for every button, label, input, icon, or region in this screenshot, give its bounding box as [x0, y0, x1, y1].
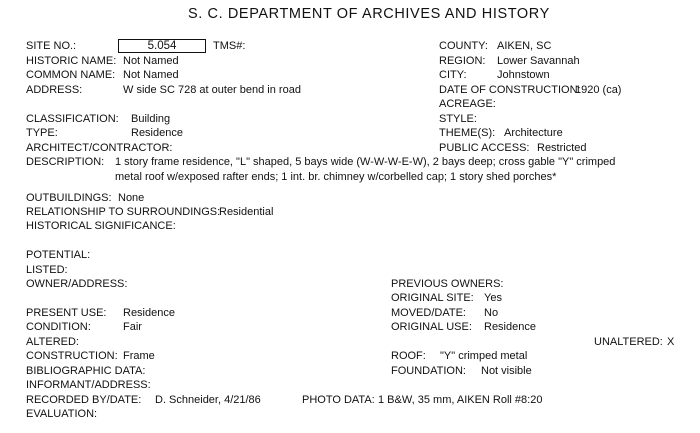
outbuildings-value: None: [118, 192, 145, 204]
recorded-label: RECORDED BY/DATE:: [26, 394, 142, 406]
photo-label: PHOTO DATA:: [302, 394, 375, 406]
altered-label: ALTERED:: [26, 336, 79, 348]
themes-value: Architecture: [504, 127, 563, 139]
potential-label: POTENTIAL:: [26, 249, 91, 261]
site-no-value: 5.054: [118, 39, 206, 53]
historic-name-value: Not Named: [123, 55, 179, 67]
date-construction-value: 1920 (ca): [575, 84, 622, 96]
relationship-label: RELATIONSHIP TO SURROUNDINGS:: [26, 206, 221, 218]
condition-value: Fair: [123, 321, 142, 333]
public-access-label: PUBLIC ACCESS:: [439, 142, 530, 154]
classification-label: CLASSIFICATION:: [26, 113, 119, 125]
informant-label: INFORMANT/ADDRESS:: [26, 379, 151, 391]
present-use-label: PRESENT USE:: [26, 307, 107, 319]
moved-label: MOVED/DATE:: [391, 307, 466, 319]
owner-label: OWNER/ADDRESS:: [26, 278, 128, 290]
original-use-value: Residence: [484, 321, 536, 333]
common-name-value: Not Named: [123, 69, 179, 81]
description-label: DESCRIPTION:: [26, 156, 105, 168]
original-use-label: ORIGINAL USE:: [391, 321, 472, 333]
evaluation-label: EVALUATION:: [26, 408, 98, 420]
construction-value: Frame: [123, 350, 155, 362]
previous-owners-label: PREVIOUS OWNERS:: [391, 278, 504, 290]
region-value: Lower Savannah: [497, 55, 580, 67]
public-access-value: Restricted: [537, 142, 587, 154]
region-label: REGION:: [439, 55, 486, 67]
original-site-value: Yes: [484, 292, 502, 304]
address-value: W side SC 728 at outer bend in road: [123, 84, 301, 96]
type-value: Residence: [131, 127, 183, 139]
description-line-1: 1 story frame residence, "L" shaped, 5 bays wide (W-W-W-E-W), 2 bays deep; cross gable "Y" crimped: [115, 156, 616, 168]
city-label: CITY:: [439, 69, 467, 81]
foundation-value: Not visible: [481, 365, 532, 377]
address-label: ADDRESS:: [26, 84, 83, 96]
page-title: S. C. DEPARTMENT OF ARCHIVES AND HISTORY: [188, 6, 550, 22]
roof-label: ROOF:: [391, 350, 426, 362]
style-label: STYLE:: [439, 113, 477, 125]
site-no-label: SITE NO.:: [26, 40, 77, 52]
city-value: Johnstown: [497, 69, 550, 81]
architect-label: ARCHITECT/CONTRACTOR:: [26, 142, 173, 154]
relationship-value: Residential: [219, 206, 274, 218]
outbuildings-label: OUTBUILDINGS:: [26, 192, 112, 204]
unaltered-value: X: [667, 336, 675, 348]
moved-value: No: [484, 307, 499, 319]
photo-value: 1 B&W, 35 mm, AIKEN Roll #8:20: [378, 394, 543, 406]
recorded-value: D. Schneider, 4/21/86: [155, 394, 261, 406]
date-construction-label: DATE OF CONSTRUCTION:: [439, 84, 581, 96]
county-label: COUNTY:: [439, 40, 488, 52]
description-line-2: metal roof w/exposed rafter ends; 1 int. br. chimney w/corbelled cap; 1 story shed porches*: [115, 171, 557, 183]
county-value: AIKEN, SC: [497, 40, 552, 52]
classification-value: Building: [131, 113, 171, 125]
condition-label: CONDITION:: [26, 321, 91, 333]
construction-label: CONSTRUCTION:: [26, 350, 118, 362]
bibliographic-label: BIBLIOGRAPHIC DATA:: [26, 365, 146, 377]
roof-value: "Y" crimped metal: [440, 350, 528, 362]
historic-name-label: HISTORIC NAME:: [26, 55, 117, 67]
tms-label: TMS#:: [213, 40, 246, 52]
acreage-label: ACREAGE:: [439, 98, 496, 110]
present-use-value: Residence: [123, 307, 175, 319]
themes-label: THEME(S):: [439, 127, 496, 139]
historical-significance-label: HISTORICAL SIGNIFICANCE:: [26, 220, 176, 232]
foundation-label: FOUNDATION:: [391, 365, 466, 377]
type-label: TYPE:: [26, 127, 58, 139]
unaltered-label: UNALTERED:: [594, 336, 663, 348]
listed-label: LISTED:: [26, 264, 68, 276]
original-site-label: ORIGINAL SITE:: [391, 292, 474, 304]
common-name-label: COMMON NAME:: [26, 69, 116, 81]
